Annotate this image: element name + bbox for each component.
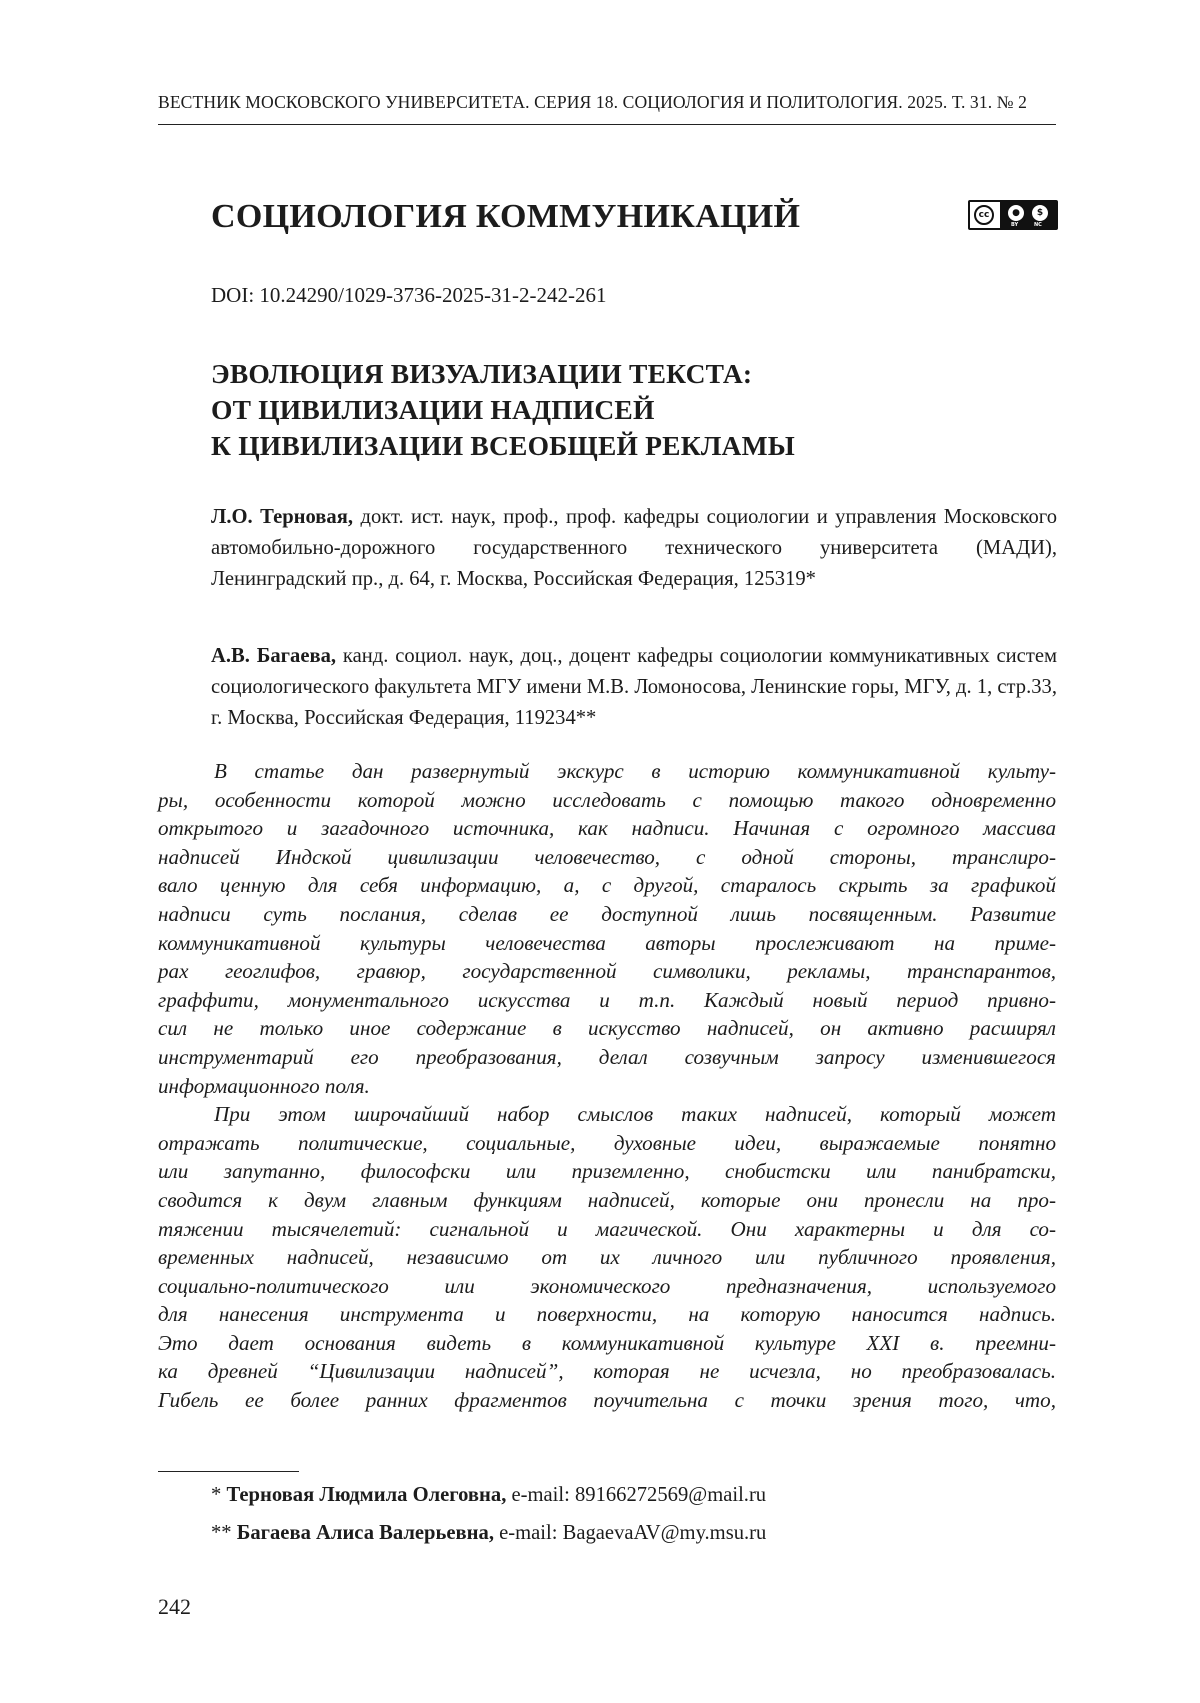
author-name: А.В. Багаева, — [211, 645, 337, 667]
article-title — [211, 356, 795, 464]
abstract-line: или запутанно, философски или приземленно, снобистски или панибратски, — [158, 1159, 1056, 1184]
footnote — [211, 1522, 766, 1545]
header-rule — [158, 124, 1056, 125]
author-block — [211, 502, 1057, 595]
abstract-line: социально-политического или экономического предназначения, используемого — [158, 1273, 1056, 1298]
page-number: 242 — [158, 1594, 191, 1619]
author-affiliation: докт. ист. наук, проф., проф. кафедры социологии и управления Московского автомобильно-дорожного государственного технического университета (МАДИ), Ленинградский пр., д. 64, г. Москва, Российская Федерация, 125319* — [211, 506, 1057, 590]
abstract — [158, 757, 1056, 1415]
abstract-line: для нанесения инструмента и поверхности, на которую наносится надпись. — [158, 1302, 1056, 1327]
section-title: СОЦИОЛОГИЯ КОММУНИКАЦИЙ — [211, 198, 801, 235]
abstract-line: тяжении тысячелетий: сигнальной и магической. Они характерны и для со- — [158, 1216, 1056, 1241]
abstract-line: ка древней “Цивилизации надписей”, которая не исчезла, но преобразовалась. — [158, 1359, 1056, 1384]
nc-label: NC — [1034, 222, 1042, 228]
person-icon: ● — [1006, 203, 1026, 223]
author-block — [211, 641, 1057, 734]
abstract-line: Это дает основания видеть в коммуникативной культуре XXI в. преемни- — [158, 1330, 1056, 1355]
by-label: BY — [1011, 222, 1019, 228]
author-name: Л.О. Терновая, — [211, 506, 354, 528]
abstract-line: вало ценную для себя информацию, а, с другой, старалось скрыть за графикой — [158, 873, 1056, 898]
abstract-line: В статье дан развернутый экскурс в историю коммуникативной культу- — [214, 759, 1056, 783]
footnote — [211, 1484, 766, 1507]
no-dollar-icon: $ — [1030, 203, 1050, 223]
article-title-line: ОТ ЦИВИЛИЗАЦИИ НАДПИСЕЙ — [211, 394, 655, 425]
abstract-line: сводится к двум главным функциям надписей, которые они пронесли на про- — [158, 1187, 1056, 1212]
cc-by-nc-icon — [968, 200, 1058, 230]
running-head: ВЕСТНИК МОСКОВСКОГО УНИВЕРСИТЕТА. СЕРИЯ 18. СОЦИОЛОГИЯ И ПОЛИТОЛОГИЯ. 2025. Т. 31. № 2 — [158, 92, 1028, 112]
footnote-mark: * — [211, 1484, 222, 1506]
doi: DOI: 10.24290/1029-3736-2025-31-2-242-261 — [211, 283, 607, 307]
footnote-email[interactable]: e-mail: BagaevaAV@my.msu.ru — [499, 1522, 767, 1544]
footnote-email[interactable]: e-mail: 89166272569@mail.ru — [511, 1484, 767, 1506]
abstract-line: коммуникативной культуры человечества авторы прослеживают на приме- — [158, 930, 1056, 955]
abstract-line: временных надписей, независимо от их личного или публичного проявления, — [158, 1245, 1056, 1270]
cc-icon: cc — [974, 205, 994, 225]
abstract-line: информационного поля. — [158, 1073, 370, 1098]
abstract-line: Гибель ее более ранних фрагментов поучительна с точки зрения того, что, — [158, 1388, 1056, 1413]
abstract-line: отражать политические, социальные, духовные идеи, выражаемые понятно — [158, 1130, 1056, 1155]
abstract-line: инструментарий его преобразования, делал созвучным запросу изменившегося — [158, 1044, 1056, 1069]
abstract-line: надписи суть послания, сделав ее доступной лишь посвященным. Развитие — [158, 901, 1056, 926]
abstract-line: рах геоглифов, гравюр, государственной символики, рекламы, транспарантов, — [158, 959, 1056, 984]
abstract-line: При этом широчайший набор смыслов таких надписей, который может — [214, 1102, 1056, 1127]
footnote-mark: ** — [211, 1522, 232, 1544]
article-title-line: К ЦИВИЛИЗАЦИИ ВСЕОБЩЕЙ РЕКЛАМЫ — [211, 430, 795, 461]
author-affiliation: канд. социол. наук, доц., доцент кафедры социологии коммуникативных систем социологического факультета МГУ имени М.В. Ломоносова, Ленинские горы, МГУ, д. 1, стр.33, г. Москва, Российская Федерация, 119234** — [211, 645, 1057, 729]
abstract-line: сил не только иное содержание в искусство надписей, он активно расширял — [158, 1016, 1056, 1041]
abstract-line: ры, особенности которой можно исследовать с помощью такого одновременно — [158, 787, 1056, 812]
abstract-line: надписей Индской цивилизации человечество, с одной стороны, транслиро- — [158, 844, 1056, 869]
abstract-line: граффити, монументального искусства и т.п. Каждый новый период привно- — [158, 987, 1056, 1012]
footnote-rule — [158, 1471, 299, 1472]
footnote-name: Терновая Людмила Олеговна, — [226, 1484, 507, 1506]
abstract-line: открытого и загадочного источника, как надписи. Начиная с огромного массива — [158, 816, 1056, 841]
footnote-name: Багаева Алиса Валерьевна, — [236, 1522, 494, 1544]
article-title-line: ЭВОЛЮЦИЯ ВИЗУАЛИЗАЦИИ ТЕКСТА: — [211, 358, 753, 389]
